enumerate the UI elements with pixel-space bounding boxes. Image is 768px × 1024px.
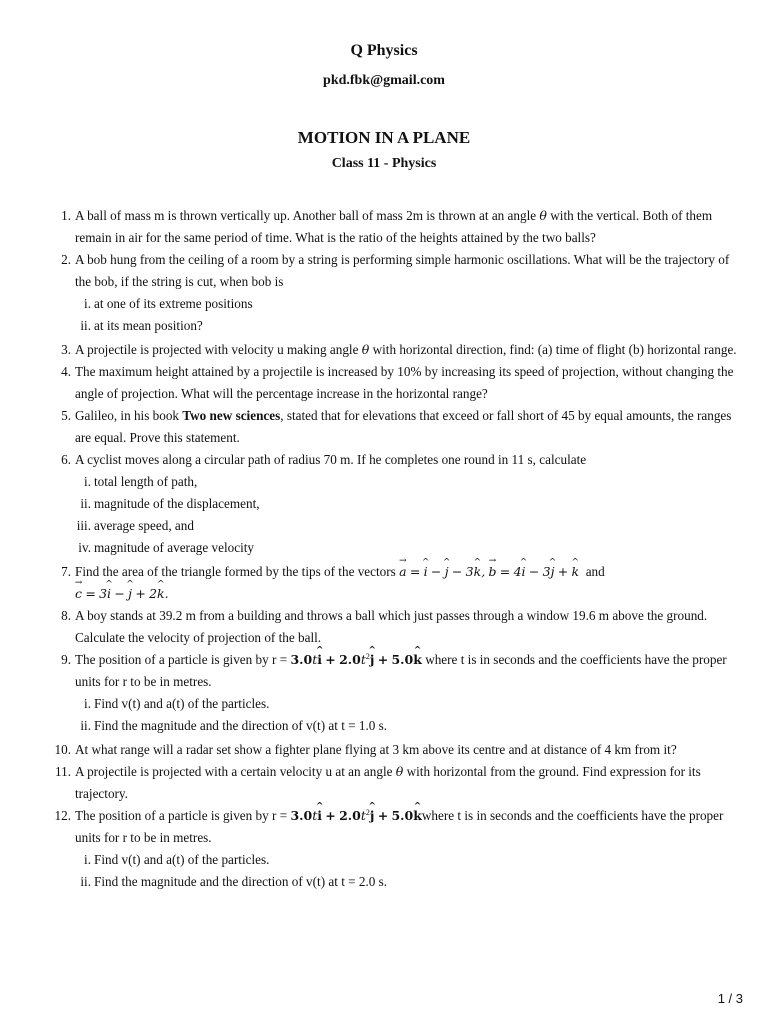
question-text: where t is in seconds and the coefficients have the proper units for r to be in metres.	[75, 808, 724, 845]
sub-question-list	[75, 693, 737, 737]
author-email: pkd.fbk@gmail.com	[323, 73, 445, 88]
sub-question-list	[75, 471, 737, 559]
question-8	[61, 605, 737, 649]
sub-question-number: ii.	[80, 718, 91, 733]
question-9	[61, 649, 737, 737]
question-6	[61, 449, 737, 559]
question-text: A cyclist moves along a circular path of radius 70 m. If he completes one round in 11 s, calculate	[75, 452, 587, 467]
vector-equation-a: a → = i ^ − j ^ − 3k ^,	[399, 564, 485, 579]
question-4	[61, 361, 737, 405]
question-text: , stated that for elevations that exceed or fall short of 45 by equal amounts, the ranges are equal. Prove this statement.	[75, 408, 732, 445]
question-number: 3.	[61, 342, 71, 357]
sub-question	[75, 871, 737, 893]
question-text: Galileo, in his book	[75, 408, 183, 423]
question-11	[55, 761, 737, 805]
question-number: 8.	[61, 608, 71, 623]
question-number: 12.	[54, 808, 71, 823]
sub-question-number: ii.	[80, 496, 91, 511]
theta-symbol: θ	[361, 342, 370, 357]
sub-question-number: iii.	[76, 518, 91, 533]
sub-question-list	[75, 849, 737, 893]
question-number: 10.	[54, 742, 71, 757]
sub-question-number: i.	[84, 296, 91, 311]
theta-symbol: θ	[395, 764, 404, 779]
vector-equation-b: b → = 4i ^ − 3j ^ + k ^	[488, 564, 579, 579]
sub-question-text: magnitude of the displacement,	[94, 496, 260, 511]
question-7	[61, 561, 737, 605]
document-title: MOTION IN A PLANE	[297, 128, 471, 147]
question-number: 1.	[61, 208, 71, 223]
question-number: 5.	[61, 408, 71, 423]
page-indicator: 1 / 3	[717, 991, 743, 1006]
question-3	[61, 339, 737, 361]
question-number: 11.	[55, 764, 71, 779]
sub-question	[75, 315, 737, 337]
book-title: Two new sciences	[182, 408, 281, 423]
question-12	[54, 805, 737, 893]
question-1	[61, 205, 737, 249]
sub-question	[75, 715, 737, 737]
sub-question-text: at one of its extreme positions	[94, 296, 253, 311]
sub-question	[75, 693, 737, 715]
question-text: At what range will a radar set show a fighter plane flying at 3 km above its centre and at distance of 4 km from it?	[75, 742, 677, 757]
position-equation: 3.0ti ^ + $2.0t^2j$ ^ + 5.0k ^	[290, 652, 421, 667]
question-text: A bob hung from the ceiling of a room by a string is performing simple harmonic oscillations. What will be the trajectory of the bob, if the string is cut, when bob is	[75, 252, 730, 289]
question-text: with the vertical. Both of them remain in air for the same period of time. What is the ratio of the heights attained by the two balls?	[75, 208, 713, 245]
question-number: 2.	[61, 252, 71, 267]
sub-question-number: i.	[84, 852, 91, 867]
sub-question-number: ii.	[80, 318, 91, 333]
sub-question-text: Find the magnitude and the direction of v(t) at t = 1.0 s.	[94, 718, 388, 733]
question-text: with horizontal direction, find: (a) time of flight (b) horizontal range.	[369, 342, 737, 357]
sub-question	[75, 849, 737, 871]
sub-question-text: Find v(t) and a(t) of the particles.	[94, 696, 270, 711]
question-2	[61, 249, 737, 337]
sub-question-text: at its mean position?	[94, 318, 203, 333]
sub-question-list	[75, 293, 737, 337]
sub-question-number: iv.	[78, 540, 91, 555]
vector-equation-c: c → = 3i ^ − j ^ + 2k ^.	[75, 586, 169, 601]
question-text: A boy stands at 39.2 m from a building and throws a ball which just passes through a window 19.6 m above the ground. Calculate the velocity of projection of the ball.	[75, 608, 708, 645]
sub-question-number: i.	[84, 474, 91, 489]
question-number: 7.	[61, 564, 71, 579]
sub-question-text: magnitude of average velocity	[94, 540, 255, 555]
question-list	[54, 205, 737, 893]
brand-title: Q Physics	[350, 42, 418, 59]
question-text: The position of a particle is given by r =	[75, 652, 291, 667]
question-text: Find the area of the triangle formed by the tips of the vectors	[75, 564, 396, 579]
question-number: 4.	[61, 364, 71, 379]
question-number: 6.	[61, 452, 71, 467]
question-text: The maximum height attained by a projectile is increased by 10% by increasing its speed of projection, without changing the angle of projection. What will the percentage increase in the horizontal range?	[75, 364, 734, 401]
sub-question-number: ii.	[80, 874, 91, 889]
sub-question-text: Find the magnitude and the direction of v(t) at t = 2.0 s.	[94, 874, 388, 889]
question-text: where t is in seconds and the coefficients have the proper units for r to be in metres.	[75, 652, 727, 689]
sub-question-text: Find v(t) and a(t) of the particles.	[94, 852, 270, 867]
sub-question-text: average speed, and	[94, 518, 194, 533]
sub-question-text: total length of path,	[94, 474, 198, 489]
question-text: A projectile is projected with a certain velocity u at an angle	[75, 764, 396, 779]
question-5	[61, 405, 737, 449]
question-text: A ball of mass m is thrown vertically up. Another ball of mass 2m is thrown at an angle	[75, 208, 540, 223]
question-10	[54, 739, 737, 761]
sub-question	[75, 493, 737, 515]
sub-question	[75, 471, 737, 493]
question-text: and	[585, 564, 605, 579]
question-text: The position of a particle is given by r =	[75, 808, 291, 823]
question-text: A projectile is projected with velocity u making angle	[75, 342, 362, 357]
question-number: 9.	[61, 652, 71, 667]
theta-symbol: θ	[539, 208, 547, 223]
question-text: with horizontal from the ground. Find expression for its trajectory.	[75, 764, 701, 801]
position-equation: 3.0ti ^ + $2.0t^2j$ ^ + 5.0k ^	[290, 808, 421, 823]
document-subtitle: Class 11 - Physics	[331, 156, 437, 171]
sub-question	[75, 293, 737, 315]
sub-question	[75, 515, 737, 537]
sub-question-number: i.	[84, 696, 91, 711]
